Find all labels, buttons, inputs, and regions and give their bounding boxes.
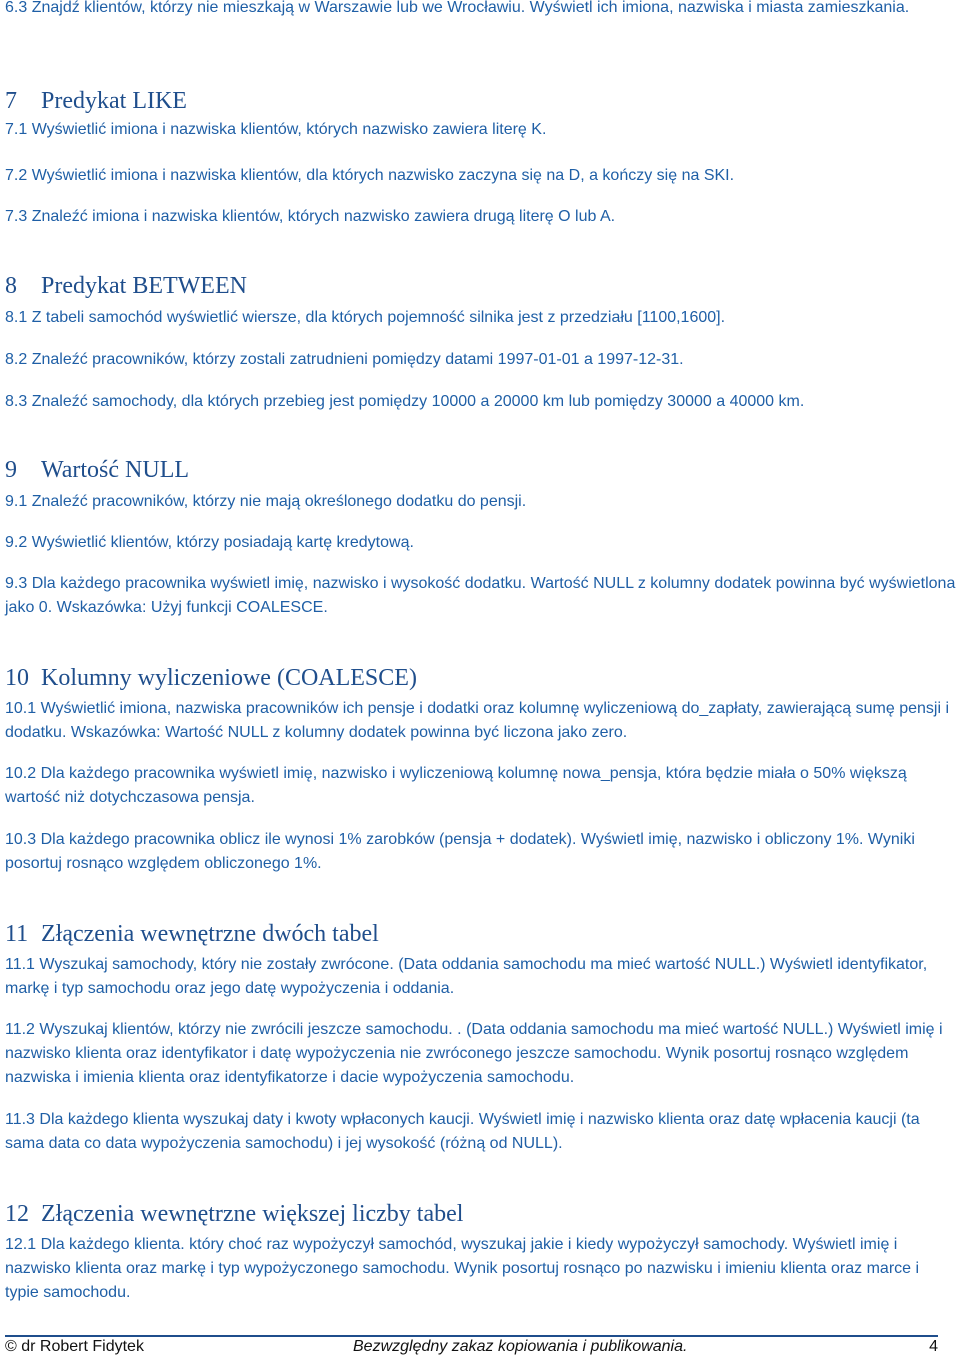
task-10-3: 10.3 Dla każdego pracownika oblicz ile wynosi 1% zarobków (pensja + dodatek). Wyświetl imię, nazwisko i obliczony 1%. Wyniki posortuj rosnąco względem obliczonego 1%.	[5, 831, 915, 872]
task-8-1: 8.1 Z tabeli samochód wyświetlić wiersze, dla których pojemność silnika jest z przedziału [1100,1600].	[5, 309, 726, 326]
heading-number: 7	[5, 88, 17, 114]
task-9-2: 9.2 Wyświetlić klientów, którzy posiadają kartę kredytową.	[5, 534, 414, 551]
task-10-1: 10.1 Wyświetlić imiona, nazwiska pracowników ich pensje i dodatki oraz kolumnę wyliczeniową do_zapłaty, zawierającą sumę pensji i dodatku. Wskazówka: Wartość NULL z kolumny dodatek powinna być liczona jako zero.	[5, 700, 949, 741]
heading-title: Predykat LIKE	[41, 88, 187, 114]
task-11-3: 11.3 Dla każdego klienta wyszukaj daty i kwoty wpłaconych kaucji. Wyświetl imię i nazwisko klienta oraz datę wpłacenia kaucji (ta sama data co data wypożyczenia samochodu) i jej wysokość (różną od NULL).	[5, 1111, 920, 1152]
task-11-2: 11.2 Wyszukaj klientów, którzy nie zwrócili jeszcze samochodu. . (Data oddania samochodu ma mieć wartość NULL.) Wyświetl imię i nazwisko klienta oraz identyfikator i datę wypożyczenia nie zwróconego jeszcze samochodu. Wynik posortuj rosnąco względem nazwiska i imienia klienta oraz identyfikatorze i dacie wypożyczenia samochodu.	[5, 1021, 943, 1086]
task-9-1: 9.1 Znaleźć pracowników, którzy nie mają określonego dodatku do pensji.	[5, 493, 527, 510]
heading-title: Predykat BETWEEN	[41, 273, 247, 299]
footer-notice: Bezwzględny zakaz kopiowania i publikowania.	[353, 1338, 688, 1355]
task-7-3: 7.3 Znaleźć imiona i nazwiska klientów, których nazwisko zawiera drugą literę O lub A.	[5, 208, 616, 225]
task-9-3: 9.3 Dla każdego pracownika wyświetl imię, nazwisko i wysokość dodatku. Wartość NULL z kolumny dodatek powinna być wyświetlona jako 0. Wskazówka: Użyj funkcji COALESCE.	[5, 575, 956, 616]
heading-7	[5, 87, 187, 115]
heading-title: Złączenia wewnętrzne większej liczby tabel	[41, 1201, 464, 1227]
heading-8	[5, 272, 247, 300]
task-6-3: 6.3 Znajdź klientów, którzy nie mieszkają w Warszawie lub we Wrocławiu. Wyświetl ich imiona, nazwiska i miasta zamieszkania.	[5, 0, 910, 16]
footer-author: © dr Robert Fidytek	[5, 1338, 144, 1355]
page-number: 4	[929, 1338, 938, 1355]
heading-number: 8	[5, 273, 17, 299]
task-7-1: 7.1 Wyświetlić imiona i nazwiska klientów, których nazwisko zawiera literę K.	[5, 121, 547, 138]
heading-11	[5, 920, 379, 948]
page-footer	[5, 1335, 938, 1367]
heading-title: Kolumny wyliczeniowe (COALESCE)	[41, 665, 417, 691]
task-11-1: 11.1 Wyszukaj samochody, który nie zostały zwrócone. (Data oddania samochodu ma mieć wartość NULL.) Wyświetl identyfikator, markę i typ samochodu oraz jego datę wypożyczenia i oddania.	[5, 956, 928, 997]
task-7-2: 7.2 Wyświetlić imiona i nazwiska klientów, dla których nazwisko zaczyna się na D, a kończy się na SKI.	[5, 167, 735, 184]
heading-number: 9	[5, 457, 17, 483]
heading-number: 12	[5, 1201, 29, 1227]
task-8-2: 8.2 Znaleźć pracowników, którzy zostali zatrudnieni pomiędzy datami 1997-01-01 a 1997-12-31.	[5, 351, 684, 368]
task-8-3: 8.3 Znaleźć samochody, dla których przebieg jest pomiędzy 10000 a 20000 km lub pomiędzy 30000 a 40000 km.	[5, 393, 805, 410]
heading-10	[5, 664, 417, 692]
heading-12	[5, 1200, 463, 1228]
heading-number: 11	[5, 921, 29, 947]
heading-title: Złączenia wewnętrzne dwóch tabel	[41, 921, 379, 947]
task-12-1: 12.1 Dla każdego klienta. który choć raz wypożyczył samochód, wyszukaj jakie i kiedy wypożyczył samochody. Wyświetl imię i nazwisko klienta oraz markę i typ wypożyczonego samochodu. Wynik posortuj rosnąco po nazwisku i imieniu klienta oraz marce i typie samochodu.	[5, 1236, 920, 1301]
heading-title: Wartość NULL	[41, 457, 190, 483]
heading-9	[5, 456, 189, 484]
task-10-2: 10.2 Dla każdego pracownika wyświetl imię, nazwisko i wyliczeniową kolumnę nowa_pensja, która będzie miała o 50% większą wartość niż dotychczasowa pensja.	[5, 765, 907, 806]
heading-number: 10	[5, 665, 29, 691]
